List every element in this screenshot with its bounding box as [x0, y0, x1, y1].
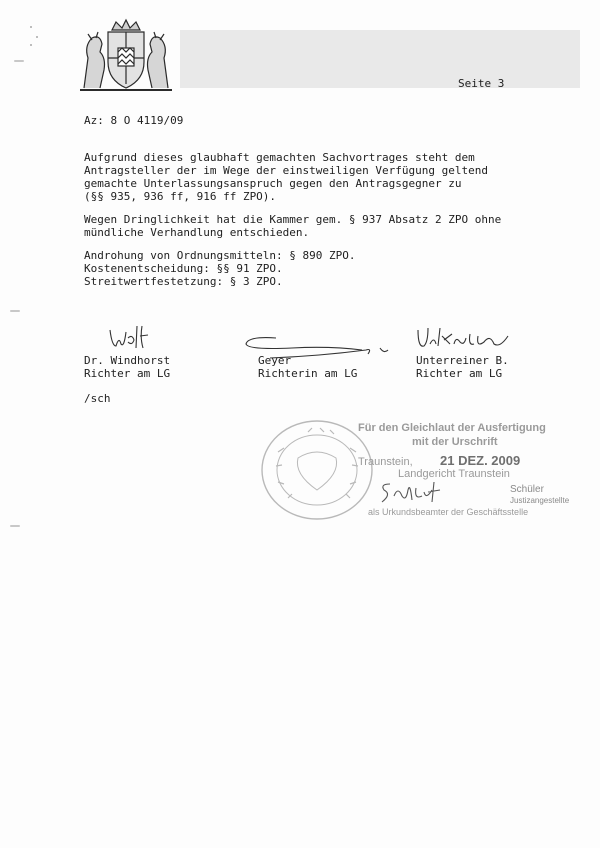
stamp-court: Landgericht Traunstein — [398, 468, 510, 480]
signature-schueler — [376, 478, 446, 506]
stamp-date: 21 DEZ. 2009 — [440, 453, 521, 468]
scan-dot — [30, 44, 32, 46]
signer-name: Dr. Windhorst — [84, 354, 171, 367]
text-line: (§§ 935, 936 ff, 916 ff ZPO). — [84, 190, 277, 203]
text-line: Kostenentscheidung: §§ 91 ZPO. — [84, 262, 283, 275]
stamp-line-1: Für den Gleichlaut der Ausfertigung — [358, 422, 546, 434]
signer-name: Unterreiner B. — [416, 354, 509, 367]
bavarian-coat-of-arms-icon — [70, 18, 182, 94]
clerk-initials: /sch — [84, 392, 111, 405]
punch-mark — [10, 525, 20, 527]
header-band — [180, 30, 580, 88]
page-number: Seite 3 — [458, 77, 505, 90]
signer-title: Richter am LG — [84, 367, 171, 380]
text-line: Aufgrund dieses glaubhaft gemachten Sachvortrages steht dem — [84, 151, 475, 164]
signer-name: Geyer — [258, 354, 292, 367]
text-line: Antragsteller der im Wege der einstweiligen Verfügung geltend — [84, 164, 488, 177]
scan-dot — [30, 26, 32, 28]
punch-mark — [10, 310, 20, 312]
punch-mark — [14, 60, 24, 62]
signature-unterreiner — [414, 324, 520, 356]
stamp-line-2: mit der Urschrift — [412, 436, 498, 448]
signature-windhorst — [106, 322, 152, 354]
scan-dot — [36, 36, 38, 38]
stamp-clerk-title: Justizangestellte — [510, 496, 570, 505]
text-line: gemachte Unterlassungsanspruch gegen den Antragsgegner zu — [84, 177, 462, 190]
text-line: mündliche Verhandlung entschieden. — [84, 226, 310, 239]
signer-title: Richter am LG — [416, 367, 503, 380]
text-line: Wegen Dringlichkeit hat die Kammer gem. § 937 Absatz 2 ZPO ohne — [84, 213, 502, 226]
stamp-clerk-name: Schüler — [510, 484, 544, 495]
text-line: Streitwertfestetzung: § 3 ZPO. — [84, 275, 283, 288]
stamp-place: Traunstein, — [358, 456, 413, 468]
case-number: Az: 8 O 4119/09 — [84, 114, 184, 127]
signer-title: Richterin am LG — [258, 367, 358, 380]
stamp-clerk-role: als Urkundsbeamter der Geschäftsstelle — [368, 507, 529, 517]
text-line: Androhung von Ordnungsmitteln: § 890 ZPO. — [84, 249, 356, 262]
